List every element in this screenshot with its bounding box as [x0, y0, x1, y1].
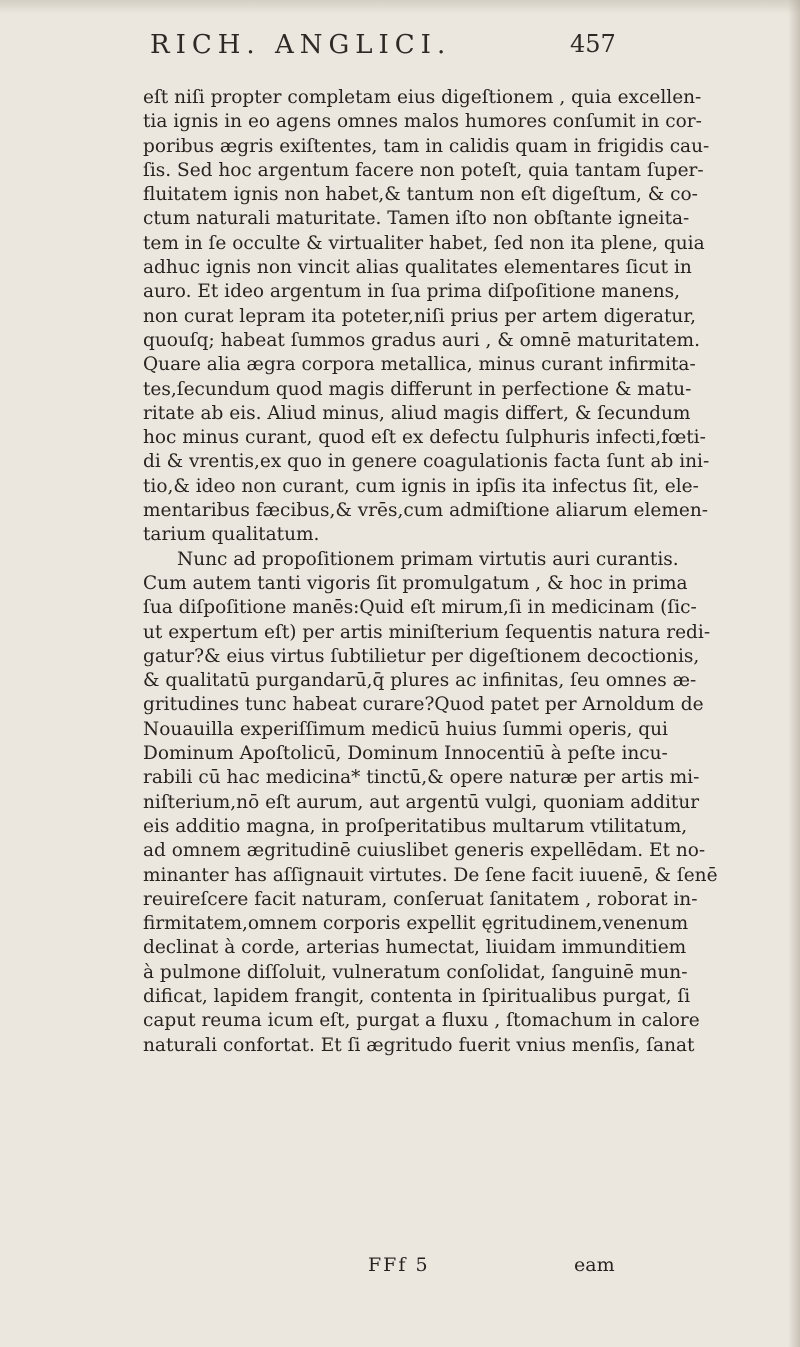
text-line: auro. Et ideo argentum in ſua prima diſpoſitione manens, [143, 281, 681, 303]
text-line: ritate ab eis. Aliud minus, aliud magis differt, & ſecundum [143, 402, 691, 424]
page-header [0, 30, 800, 70]
text-line: di & vrentis,ex quo in genere coagulationis facta ſunt ab ini- [143, 451, 710, 473]
page-gutter-shadow [788, 0, 800, 1347]
text-line: eſt niſi propter completam eius digeſtionem , quia excellen- [143, 87, 702, 108]
text-line: gritudines tunc habeat curare?Quod patet per Arnoldum de [143, 694, 704, 716]
text-line: niſterium,nō eſt aurum, aut argentū vulgi, quoniam additur [143, 791, 700, 813]
running-title: RICH. ANGLICI. [150, 30, 452, 60]
text-line: mentaribus fæcibus,& vrēs,cum admiſtione aliarum elemen- [143, 500, 709, 522]
catchword: eam [574, 1254, 615, 1276]
text-line: Nouauilla experiſſimum medicū huius ſummi operis, qui [143, 718, 668, 740]
text-line: naturali confortat. Et ſi ægritudo fuerit vnius menſis, ſanat [143, 1034, 695, 1056]
text-line: gatur?& eius virtus ſubtilietur per digeſtionem decoctionis, [143, 645, 700, 667]
text-line: tia ignis in eo agens omnes malos humores conſumit in cor- [143, 111, 702, 133]
text-line: rabili cū hac medicina* tinctū,& opere naturæ per artis mi- [143, 767, 700, 789]
page-number: 457 [570, 30, 616, 58]
text-line: hoc minus curant, quod eſt ex defectu ſulphuris infecti,fœti- [143, 427, 706, 449]
text-line: fluitatem ignis non habet,& tantum non eſt digeſtum, & co- [143, 184, 698, 206]
text-line: dificat, lapidem frangit, contenta in ſpiritualibus purgat, ſi [143, 985, 691, 1007]
text-line: ad omnem ægritudinē cuiuslibet generis expellēdam. Et no- [143, 840, 706, 862]
text-line: & qualitatū purgandarū,q̄ plures ac infinitas, ſeu omnes æ- [143, 670, 697, 692]
text-line: à pulmone diſſoluit, vulneratum conſolidat, ſanguinē mun- [143, 961, 688, 983]
text-line: caput reuma icum eſt, purgat a fluxu , ſtomachum in calore [143, 1010, 700, 1032]
text-line: tem in ſe occulte & virtualiter habet, ſed non ita plene, quia [143, 232, 705, 254]
text-line: reuireſcere facit naturam, conſeruat ſanitatem , roborat in- [143, 888, 698, 910]
text-line: ut expertum eſt) per artis miniſterium ſequentis natura redi- [143, 621, 711, 643]
page-top-shadow [0, 0, 800, 14]
text-line: eis additio magna, in proſperitatibus multarum vtilitatum, [143, 815, 688, 837]
text-line: Dominum Apoſtolicū, Dominum Innocentiū à peſte incu- [143, 743, 668, 765]
text-line: quouſq; habeat ſummos gradus auri , & omnē maturitatem. [143, 329, 700, 351]
text-line: minanter has aſſignauit virtutes. De ſene facit iuuenē, & ſenē [143, 864, 718, 886]
text-line: ſua diſpoſitione manēs:Quid eſt mirum,ſi in medicinam (ſic- [143, 597, 697, 619]
text-line: firmitatem,omnem corporis expellit ęgritudinem,venenum [143, 913, 689, 935]
paragraph-start-line: Nunc ad propoſitionem primam virtutis auri curantis. [177, 548, 679, 570]
text-line: non curat lepram ita poteter,niſi prius per artem digeratur, [143, 305, 697, 327]
text-line: tarium qualitatum. [143, 524, 320, 546]
text-line: tio,& ideo non curant, cum ignis in ipſis ita infectus ſit, ele- [143, 475, 699, 497]
text-line: ſis. Sed hoc argentum facere non poteſt, quia tantam ſuper- [143, 159, 704, 181]
text-line: adhuc ignis non vincit alias qualitates elementares ſicut in [143, 257, 692, 279]
text-line: ctum naturali maturitate. Tamen iſto non obſtante igneita- [143, 208, 690, 230]
text-line: poribus ægris exiſtentes, tam in calidis quam in frigidis cau- [143, 135, 710, 157]
signature-mark: FFf 5 [368, 1254, 430, 1276]
page-footer [0, 1254, 800, 1284]
text-line: Quare alia ægra corpora metallica, minus curant infirmita- [143, 354, 696, 376]
text-line: Cum autem tanti vigoris ſit promulgatum , & hoc in prima [143, 572, 688, 594]
body-text [143, 86, 718, 1058]
text-line: declinat à corde, arterias humectat, liuidam immunditiem [143, 937, 687, 959]
text-line: tes,ſecundum quod magis differunt in perfectione & matu- [143, 378, 692, 400]
